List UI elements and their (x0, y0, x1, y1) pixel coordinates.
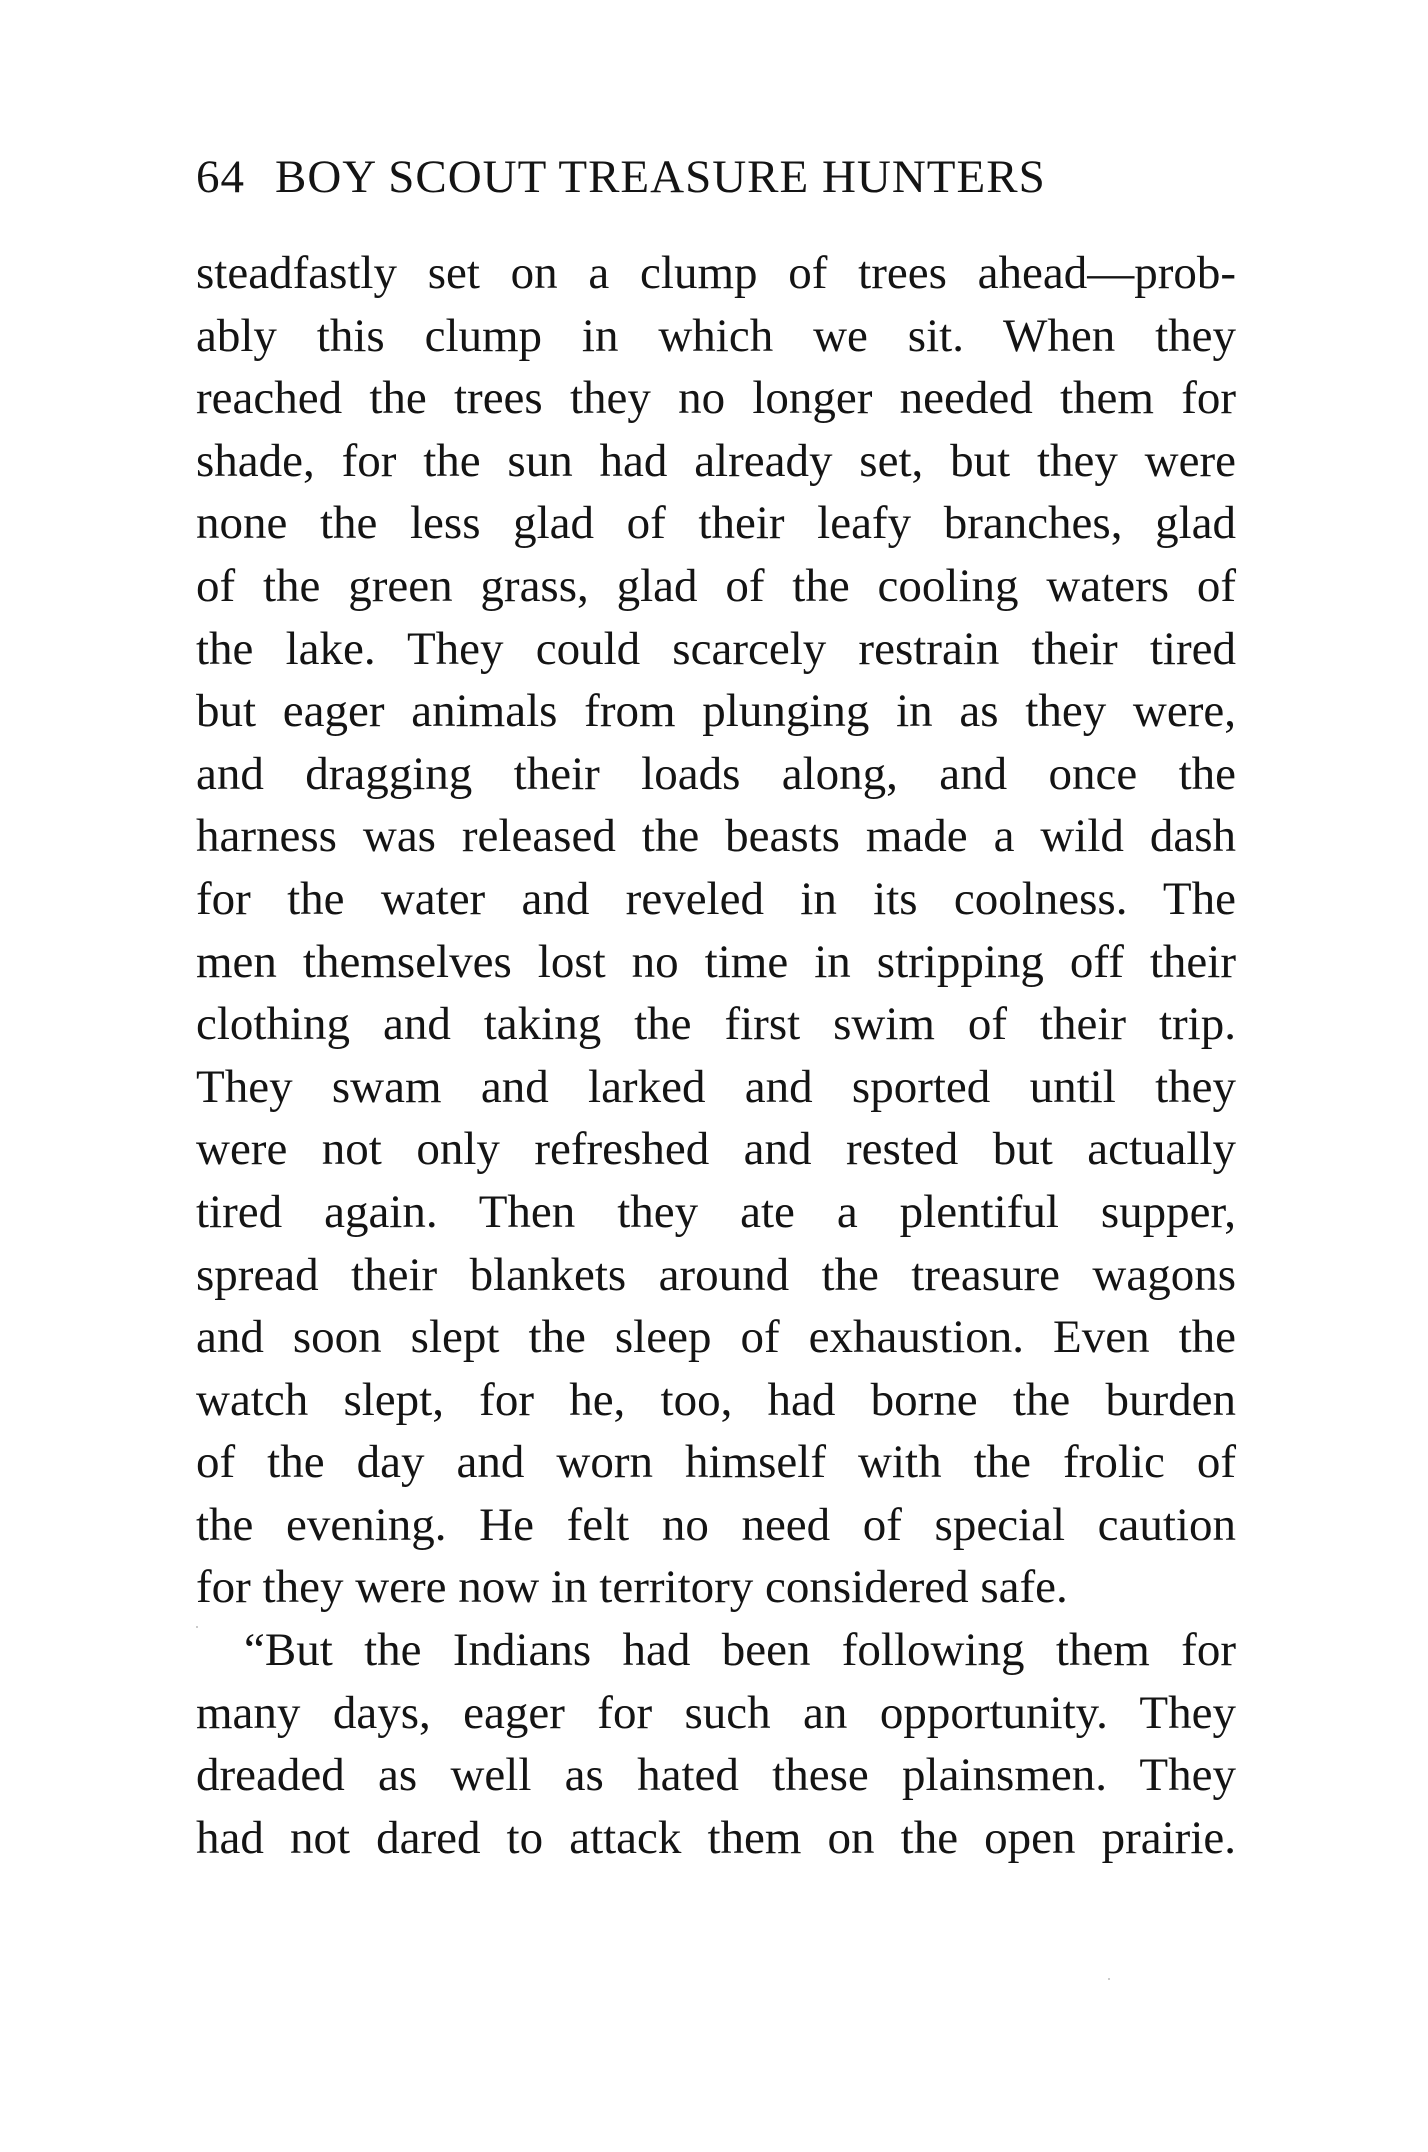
body-text (196, 242, 1236, 1869)
text-line: but eager animals from plunging in as they were, (196, 685, 1236, 738)
text-line: were not only refreshed and rested but actually (196, 1123, 1236, 1176)
text-line: none the less glad of their leafy branches, glad (196, 497, 1236, 550)
text-line: of the day and worn himself with the frolic of (196, 1436, 1236, 1489)
text-line: of the green grass, glad of the cooling waters of (196, 559, 1236, 612)
page-number: 64 (196, 151, 245, 203)
scan-speck (1108, 1978, 1110, 1980)
text-line: dreaded as well as hated these plainsmen. They (196, 1749, 1236, 1802)
text-line: “But the Indians had been following them for (244, 1624, 1236, 1677)
scan-speck (196, 1626, 198, 1628)
text-line: and soon slept the sleep of exhaustion. Even the (196, 1311, 1236, 1364)
text-line: had not dared to attack them on the open prairie. (196, 1811, 1236, 1864)
text-line: watch slept, for he, too, had borne the burden (196, 1373, 1236, 1426)
running-title: BOY SCOUT TREASURE HUNTERS (275, 151, 1046, 203)
text-line: shade, for the sun had already set, but they were (196, 434, 1236, 487)
running-header (196, 150, 1236, 220)
text-line: ably this clump in which we sit. When they (196, 309, 1236, 362)
text-line: the lake. They could scarcely restrain their tired (196, 622, 1236, 675)
text-line: reached the trees they no longer needed them for (196, 372, 1236, 425)
text-line: the evening. He felt no need of special caution (196, 1498, 1236, 1551)
text-line: clothing and taking the first swim of their trip. (196, 998, 1236, 1051)
text-line: steadfastly set on a clump of trees ahead—prob- (196, 247, 1236, 299)
text-line: and dragging their loads along, and once the (196, 747, 1236, 800)
text-line: for the water and reveled in its coolness. The (196, 872, 1236, 925)
text-line: harness was released the beasts made a wild dash (196, 810, 1236, 863)
text-line: many days, eager for such an opportunity. They (196, 1686, 1236, 1739)
text-line: for they were now in territory considered safe. (196, 1561, 1068, 1614)
text-line: men themselves lost no time in stripping off their (196, 935, 1236, 988)
text-line: tired again. Then they ate a plentiful supper, (196, 1185, 1236, 1238)
text-line: spread their blankets around the treasure wagons (196, 1248, 1236, 1301)
text-line: They swam and larked and sported until they (196, 1060, 1236, 1113)
